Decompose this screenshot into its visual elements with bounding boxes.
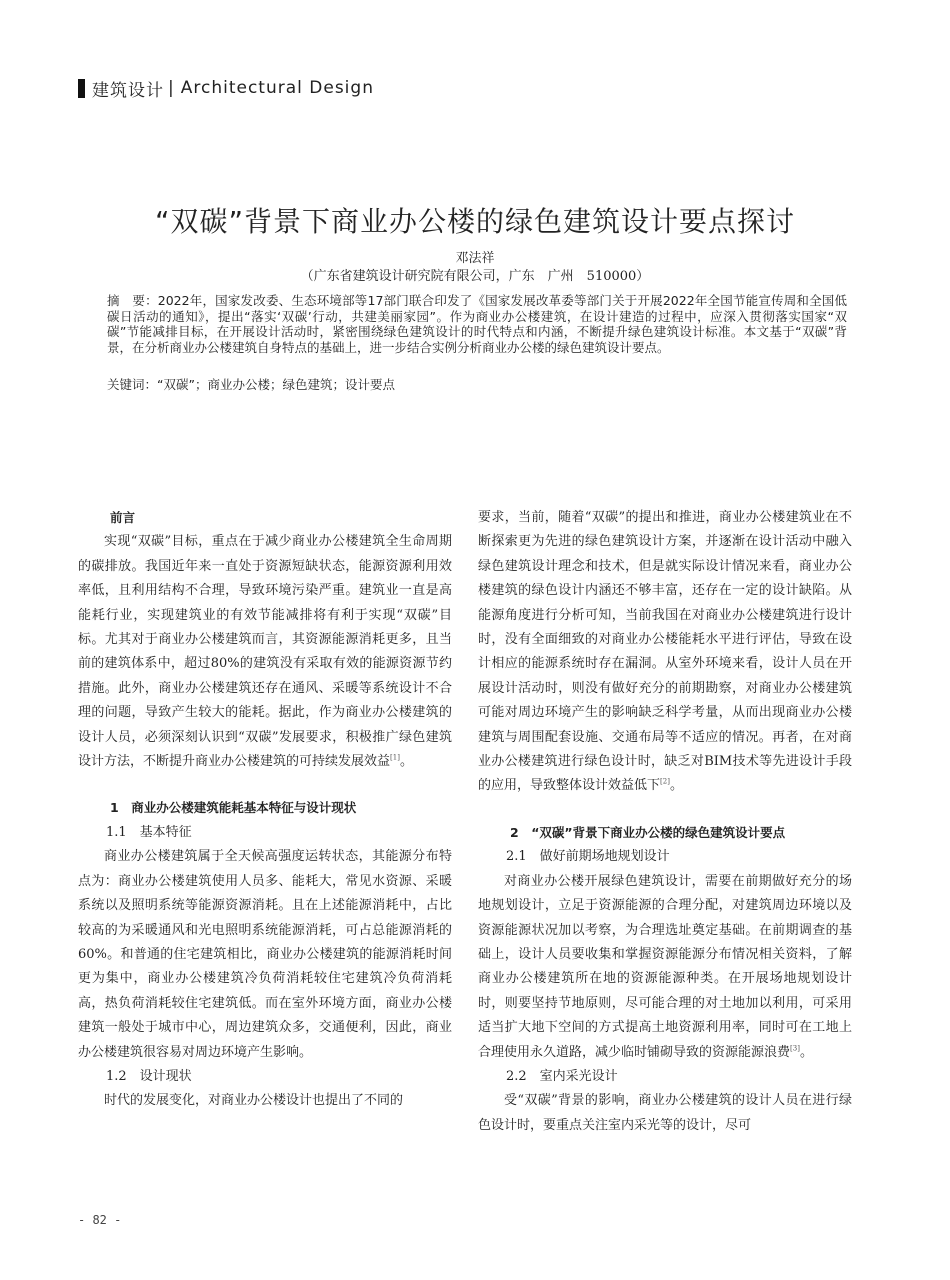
keywords-label: 关键词： [107,377,158,392]
section-1-1-heading: 1.1 基本特征 [106,824,192,840]
section-2-1-text: 对商业办公楼开展绿色建筑设计，需要在前期做好充分的场地规划设计，立足于资源能源的合理分配，对建筑周边环境以及资源能源状况加以考察，为合理选址奠定基础。在前期调查的基础上，设计人员要收集和掌握资源能源分布情况相关资料，了解商业办公楼建筑所在地的资源能源种类。在开展场地规划设计时，则要坚持节地原则，尽可能合理的对土地加以利用，可采用适当扩大地下空间的方式提高土地资源利用率，同时可在工地上合理使用永久道路，减少临时铺砌导致的资源能源浪费 [478,873,852,1060]
section-1-heading: 1 商业办公楼建筑能耗基本特征与设计现状 [110,800,357,816]
keywords [107,377,847,393]
author: 邓法祥 [455,251,495,266]
intro-heading: 前言 [110,510,136,525]
right-paragraph-1 [478,506,852,799]
header-sep: | [168,78,175,98]
affiliation: （广东省建筑设计研究院有限公司，广东 广州 510000） [300,269,650,284]
section-2-1-end: 。 [799,1044,813,1060]
section-1-1-text: 商业办公楼建筑属于全天候高强度运转状态，其能源分布特点为：商业办公楼建筑使用人员多、能耗大，常见水资源、采暖系统以及照明系统等能源资源消耗。且在上述能源消耗中，占比较高的为采暖通风和光电照明系统能源消耗，可占总能源消耗的60%。和普通的住宅建筑相比，商业办公楼建筑的能源消耗时间更为集中，商业办公楼建筑冷负荷消耗较住宅建筑冷负荷消耗高，热负荷消耗较住宅建筑低。而在室外环境方面，商业办公楼建筑一般处于城市中心，周边建筑众多，交通便利，因此，商业办公楼建筑很容易对周边环境产生影响。 [78,849,452,1060]
left-column [78,506,452,1114]
keywords-text: “双碳”；商业办公楼；绿色建筑；设计要点 [157,377,395,392]
header-en: Architectural Design [180,78,374,98]
abstract [107,293,847,355]
journal-header [78,76,374,100]
paper-title: “双碳”背景下商业办公楼的绿色建筑设计要点探讨 [154,205,795,238]
intro-paragraph [78,530,452,774]
right-p1-end: 。 [669,778,683,794]
ref-3: [3] [790,1044,800,1053]
intro-text: 实现“双碳”目标，重点在于减少商业办公楼建筑全生命周期的碳排放。我国近年来一直处于资源短缺状态，能源资源利用效率低，且利用结构不合理，导致环境污染严重。建筑业一直是高能耗行业，实现建筑业的有效节能减排将有利于实现“双碳”目标。尤其对于商业办公楼建筑而言，其资源能源消耗更多，且当前的建筑体系中，超过80%的建筑没有采取有效的能源资源节约措施。此外，商业办公楼建筑还存在通风、采暖等系统设计不合理的问题，导致产生较大的能耗。据此，作为商业办公楼建筑的设计人员，必须深刻认识到“双碳”发展要求，积极推广绿色建筑设计方法，不断提升商业办公楼建筑的可持续发展效益 [78,534,452,770]
right-column [478,506,852,1138]
page-number: - 82 - [78,1213,122,1227]
section-2-2-heading: 2.2 室内采光设计 [506,1068,618,1084]
abstract-label: 摘 要： [107,293,158,308]
section-1-2-text: 时代的发展变化，对商业办公楼设计也提出了不同的 [104,1093,404,1109]
ref-2: [2] [660,778,670,787]
section-2-heading: 2 “双碳”背景下商业办公楼的绿色建筑设计要点 [510,824,786,840]
header-zh: 建筑设计 [92,80,164,101]
header-bar [78,79,85,98]
section-2-1-heading: 2.1 做好前期场地规划设计 [506,849,670,865]
abstract-text: 2022年，国家发改委、生态环境部等17部门联合印发了《国家发展改革委等部门关于开展2022年全国节能宣传周和全国低碳日活动的通知》，提出“落实‘双碳’行动，共建美丽家园”。作为商业办公楼建筑，在设计建造的过程中，应深入贯彻落实国家“双碳”节能减排目标，在开展设计活动时，紧密围绕绿色建筑设计的时代特点和内涵，不断提升绿色建筑设计标准。本文基于“双碳”背景，在分析商业办公楼建筑自身特点的基础上，进一步结合实例分析商业办公楼的绿色建筑设计要点。 [107,293,847,355]
section-1-2-heading: 1.2 设计现状 [106,1068,192,1084]
intro-end: 。 [399,754,413,770]
section-2-2-text: 受“双碳”背景的影响，商业办公楼建筑的设计人员在进行绿色设计时，要重点关注室内采光等的设计，尽可 [478,1093,852,1133]
section-2-1-paragraph [478,870,852,1065]
ref-1: [1] [390,753,400,762]
right-p1-text: 要求，当前，随着“双碳”的提出和推进，商业办公楼建筑业在不断探索更为先进的绿色建筑设计方案，并逐渐在设计活动中融入绿色建筑设计理念和技术，但是就实际设计情况来看，商业办公楼建筑的绿色设计内涵还不够丰富，还存在一定的设计缺陷。从能源角度进行分析可知，当前我国在对商业办公楼建筑进行设计时，没有全面细致的对商业办公楼能耗水平进行评估，导致在设计相应的能源系统时存在漏洞。从室外环境来看，设计人员在开展设计活动时，则没有做好充分的前期勘察，对商业办公楼建筑可能对周边环境产生的影响缺乏科学考量，从而出现商业办公楼建筑与周围配套设施、交通布局等不适应的情况。再者，在对商业办公楼建筑进行绿色设计时，缺乏对BIM技术等先进设计手段的应用，导致整体设计效益低下 [478,510,852,794]
